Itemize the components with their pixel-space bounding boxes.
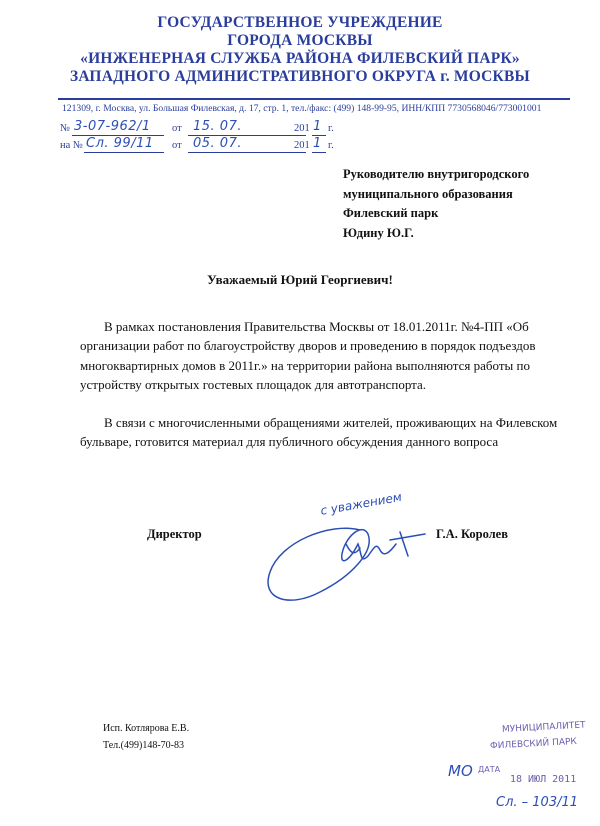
letterhead-line-4: ЗАПАДНОГО АДМИНИСТРАТИВНОГО ОКРУГА г. МОСКВЫ [70, 68, 530, 85]
handwritten-signature [250, 482, 460, 610]
letterhead-line-3: «ИНЖЕНЕРНАЯ СЛУЖБА РАЙОНА ФИЛЕВСКИЙ ПАРК» [80, 50, 520, 67]
executor-phone: Тел.(499)148-70-83 [103, 740, 184, 751]
number-label: № [60, 123, 71, 134]
executor-block [103, 720, 189, 754]
stamp-date-label: ДАТА [478, 765, 501, 774]
stamp-line-1: МУНИЦИПАЛИТЕТ [501, 720, 586, 735]
reply-date: 05. 07. [193, 136, 242, 151]
signatory-name: Г.А. Королев [436, 527, 508, 541]
signatory-title: Директор [147, 527, 202, 541]
reply-date-underline [188, 152, 306, 153]
letterhead-line-2: ГОРОДА МОСКВЫ [227, 32, 373, 49]
reply-number: Сл. 99/11 [86, 136, 154, 151]
date-label: от [172, 123, 182, 134]
salutation: Уважаемый Юрий Георгиевич! [207, 272, 393, 287]
body-paragraph-2: В связи с многочисленными обращениями жителей, проживающих на Филевском бульваре, готовится материал для публичного обсуждения данного вопроса [80, 415, 558, 450]
year-prefix: 201 [294, 123, 310, 134]
signature-note: с уважением [319, 489, 403, 518]
stamp-reg-number: Сл. – 103/11 [496, 795, 579, 810]
reply-year-suffix: г. [328, 140, 334, 151]
addressee-line-4: Юдину Ю.Г. [343, 225, 414, 240]
addressee-block [343, 165, 529, 243]
outgoing-date: 15. 07. [193, 119, 242, 134]
executor-name: Исп. Котлярова Е.В. [103, 723, 190, 734]
reply-year-prefix: 201 [294, 140, 310, 151]
reply-year-underline [312, 152, 326, 153]
stamp-line-2: ФИЛЕВСКИЙ ПАРК [489, 736, 578, 752]
reply-year-digit: 1 [313, 136, 322, 151]
outgoing-number: 3-07-962/1 [74, 119, 151, 134]
body-paragraph-1: В рамках постановления Правительства Москвы от 18.01.2011г. №4-ПП «Об организации работ по благоустройству дворов и проведению в порядок подъездов многоквартирных домов в 2011г.» на территории района выполняются работы по устройству открытых гостевых площадок для автотранспорта. [80, 319, 536, 392]
year-digit: 1 [313, 119, 322, 134]
registration-stamp [438, 716, 588, 816]
letterhead [0, 14, 600, 86]
addressee-line-2: муниципального образования [343, 186, 513, 201]
addressee-line-1: Руководителю внутригородского [343, 167, 530, 181]
letterhead-address: 121309, г. Москва, ул. Большая Филевская, д. 17, стр. 1, тел./факс: (499) 148-99-95, ИНН/КПП 7730568046/773001001 [62, 103, 542, 114]
year-suffix: г. [328, 123, 334, 134]
stamp-date: 18 ИЮЛ 2011 [510, 774, 577, 785]
addressee-line-3: Филевский парк [343, 206, 439, 220]
letterhead-line-1: ГОСУДАРСТВЕННОЕ УЧРЕЖДЕНИЕ [157, 14, 443, 31]
stamp-initials: МО [448, 762, 473, 780]
reply-label: на № [60, 140, 83, 151]
letterhead-divider [58, 98, 570, 100]
reply-underline [84, 152, 164, 153]
reply-date-label: от [172, 140, 182, 151]
